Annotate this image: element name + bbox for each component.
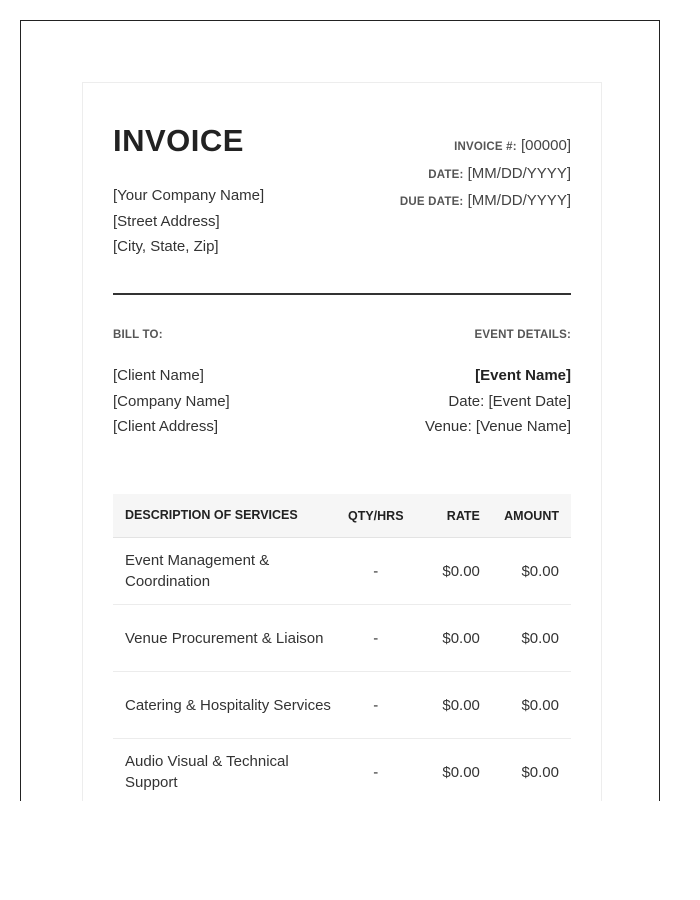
table-row [113,739,571,801]
service-amount: $0.00 [521,763,559,781]
invoice-date-line [400,161,571,189]
service-amount: $0.00 [521,629,559,647]
company-city: [City, State, Zip] [113,238,219,255]
table-row [113,605,571,672]
due-date-value: [MM/DD/YYYY] [467,192,571,209]
event-date: Date: [Event Date] [448,392,571,410]
invoice-page [82,82,602,801]
event-name: [Event Name] [475,367,571,384]
client-address: [Client Address] [113,418,219,435]
client-name: [Client Name] [113,367,204,384]
header-description: DESCRIPTION OF SERVICES [125,508,298,522]
service-rate: $0.00 [442,763,480,781]
table-row [113,538,571,605]
bill-to-block [113,363,230,440]
header-divider [113,293,571,295]
service-description: Event Management & Coordination [125,552,270,590]
service-qty: - [373,696,379,714]
header-amount: AMOUNT [504,508,559,523]
company-name: [Your Company Name] [113,187,265,204]
service-rate: $0.00 [442,696,480,714]
table-row [113,672,571,739]
company-info [113,183,264,260]
service-amount: $0.00 [521,696,559,714]
header-qty: QTY/HRS [347,508,404,523]
service-rate: $0.00 [442,562,480,580]
bill-to-label: BILL TO: [113,329,163,341]
invoice-date-label: DATE: [428,168,464,181]
invoice-number-value: [00000] [520,137,571,154]
event-details-label: EVENT DETAILS: [474,329,571,341]
service-amount: $0.00 [521,562,559,580]
service-description: Venue Procurement & Liaison [125,629,324,647]
service-qty: - [373,629,379,647]
services-table [113,494,571,801]
due-date-label: DUE DATE: [399,196,464,208]
event-venue: Venue: [Venue Name] [425,418,571,435]
service-rate: $0.00 [442,629,480,647]
invoice-meta [400,133,571,216]
due-date-line [400,188,571,216]
service-description: Audio Visual & Technical Support [125,753,289,791]
service-description: Catering & Hospitality Services [125,696,331,714]
invoice-date-value: [MM/DD/YYYY] [467,164,571,182]
header-rate: RATE [446,508,480,523]
invoice-number-line [400,133,571,161]
company-street: [Street Address] [113,212,220,230]
services-table-header [113,494,571,538]
event-details-block [425,363,571,440]
service-qty: - [373,763,379,781]
invoice-title: INVOICE [113,123,244,158]
service-qty: - [373,562,379,580]
document-frame [20,20,660,801]
invoice-number-label: INVOICE #: [454,141,517,153]
client-company-name: [Company Name] [113,392,230,410]
